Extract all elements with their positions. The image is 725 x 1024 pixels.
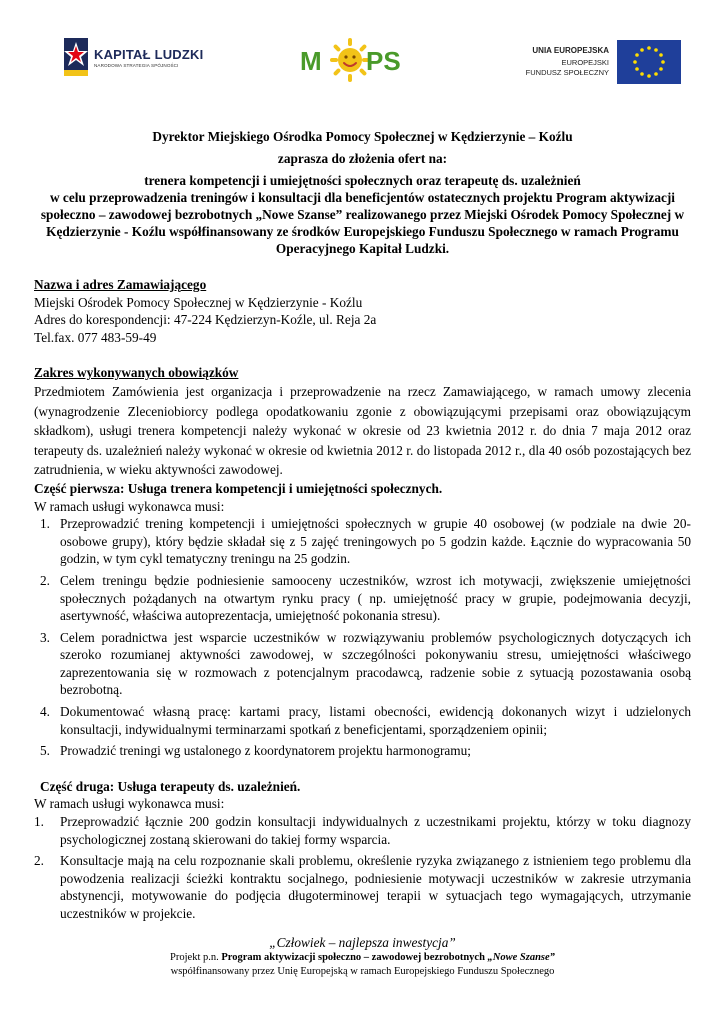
part1-heading: Część pierwsza: Usługa trenera kompetencji i umiejętności społecznych. [34, 480, 443, 496]
list-item: 3. Celem poradnictwa jest wsparcie uczestników w rozwiązywaniu problemów psychologicznych dotyczących ich szeroko rozumianej aktywności zawodowej, w szczególności pokonywaniu stresu, umiejętności właściwego zaprezentowania się w rozmowach z potencjalnym pracodawcą, radzenie sobie z sytuacją pozostawania osobą bezrobotną. [40, 629, 691, 698]
list-item: 1. Przeprowadzić łącznie 200 godzin konsultacji indywidualnych z uczestnikami projektu, którzy w toku diagnozy psychologicznej zostaną skierowani do takiej formy wsparcia. [34, 814, 691, 847]
part1-lead: W ramach usługi wykonawca musi: [34, 498, 225, 514]
footer-motto: „Człowiek – najlepsza inwestycja” [269, 935, 456, 950]
contracting-heading: Nazwa i adres Zamawiającego [34, 277, 207, 292]
list-item: 2. Celem treningu będzie podniesienie samooceny uczestników, wzrost ich motywacji, zwiększenie umiejętności społecznych pożądanych na otwartym rynku pracy ( np. umiejętność pracy w grupie, podejmowania decyzji, asertywność, właściwa autoprezentacja, umiejętność pokonania stresu). [40, 572, 691, 624]
contracting-name: Miejski Ośrodek Pomocy Społecznej w Kędzierzynie - Koźlu [34, 294, 363, 310]
mops-logo-right: PS [366, 46, 401, 76]
part2-lead: W ramach usługi wykonawca musi: [34, 796, 225, 812]
part2-heading: Część druga: Usługa terapeuty ds. uzależnień. [40, 778, 301, 794]
list-item: 2. Konsultacje mają na celu rozpoznanie skali problemu, określenie ryzyka związanego z istnieniem tego problemu dla powodzenia realizacji ścieżki kontraktu socjalnego, podniesienie motywacji uczestników w zakresie utrzymania abstynencji, motywowanie do podjęcia długoterminowej terapii w sytuacjach tego wymagających, utrzymanie uczestników w projekcie. [34, 853, 691, 921]
contracting-phone: Tel.fax. 077 483-59-49 [34, 329, 157, 345]
header-line4: w celu przeprowadzenia treningów i konsultacji dla beneficjentów ostatecznych projektu Program aktywizacji społeczno – zawodowej bezrobotnych „Nowe Szanse” realizowanego przez Miejski Ośrodek Pomocy Społecznej w Kędzierzynie - Koźlu współfinansowany ze środków Europejskiego Funduszu Społecznego w ramach Programu Operacyjnego Kapitał Ludzki. [40, 190, 685, 256]
part1-list [34, 515, 691, 760]
mops-logo-left: M [300, 46, 322, 76]
part2-list [34, 813, 691, 923]
eu-logo-line3: FUNDUSZ SPOŁECZNY [525, 68, 609, 77]
mops-logo [300, 34, 418, 86]
page-footer [34, 934, 691, 979]
sun-face-icon [330, 34, 370, 84]
footer-project-line: Projekt p.n. Program aktywizacji społeczno – zawodowej bezrobotnych „Nowe Szanse” [170, 952, 555, 963]
eu-flag-icon [617, 40, 681, 84]
scope-heading: Zakres wykonywanych obowiązków [34, 365, 239, 381]
list-item: 4. Dokumentować własną pracę: kartami pracy, listami obecności, ewidencją dokonanych wizyt i udzielonych konsultacji, indywidualnymi terminarzami spotkań z beneficjentami, sporządzeniem opinii; [40, 704, 691, 737]
document-body [34, 276, 691, 927]
list-item: 1. Przeprowadzić trening kompetencji i umiejętności społecznych w grupie 40 osobowej (w podziale na dwie 20-osobowe grupy), który będzie składał się z 5 zajęć treningowych po 5 godzin każde. Łącznie do wypracowania 50 godzin, w tym cykl tematyczny treningu na 25 godzin. [40, 516, 691, 567]
eu-logo-line1: UNIA EUROPEJSKA [532, 46, 609, 55]
list-item: 5. Prowadzić treningi wg ustalonego z koordynatorem projektu harmonogramu; [40, 743, 471, 759]
contracting-address: Adres do korespondencji: 47-224 Kędzierzyn-Koźle, ul. Reja 2a [34, 312, 377, 328]
scope-intro: Przedmiotem Zamówienia jest organizacja i przeprowadzenie na rzecz Zamawiającego, w ramach umowy zlecenia (wynagrodzenie Zleceniobiorcy podlega opodatkowaniu zgonie z obowiązującymi przepisami oraz obowiązującym składkom), usługi trenera kompetencji należy wykonać w okresie od 23 kwietnia 2012 r. do dnia 7 maja 2012 oraz terapeuty ds. uzależnień należy wykonać w okresie od kwietnia 2012 r. do listopada 2012 r., dla 40 osób pozostających bez zatrudnienia, w wieku aktywności zawodowej. [34, 383, 691, 478]
kapital-ludzki-logo [60, 36, 210, 86]
header-line3: trenera kompetencji i umiejętności społecznych oraz terapeutę ds. uzależnień [144, 173, 581, 188]
kapital-ludzki-subtitle: NARODOWA STRATEGIA SPÓJNOŚCI [94, 63, 179, 68]
footer-cofinance: współfinansowany przez Unię Europejską w ramach Europejskiego Funduszu Społecznego [170, 966, 555, 977]
offer-header [34, 128, 691, 257]
kapital-ludzki-title: KAPITAŁ LUDZKI [94, 47, 204, 62]
eu-logo-line2: EUROPEJSKI [561, 58, 609, 67]
header-line2: zaprasza do złożenia ofert na: [277, 151, 448, 166]
header-line1: Dyrektor Miejskiego Ośrodka Pomocy Społecznej w Kędzierzynie – Koźlu [152, 129, 573, 144]
kapital-ludzki-star-icon [60, 36, 92, 78]
eu-logo [509, 36, 689, 90]
